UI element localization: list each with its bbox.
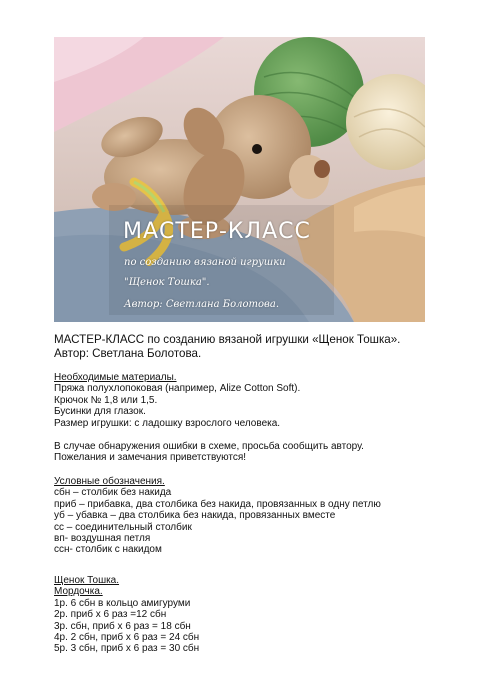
feedback-note [54, 441, 364, 464]
legend-title: Условные обозначения. [54, 476, 165, 487]
puppy-toy-illustration [54, 37, 425, 322]
list-item: сс – соединительный столбик [54, 521, 192, 533]
note-line: Пожелания и замечания приветствуются! [54, 452, 247, 464]
pattern-row: 3р. сбн, приб х 6 раз = 18 сбн [54, 620, 191, 632]
cover-subtitle: по созданию вязаной игрушки [124, 257, 286, 268]
list-item: Пряжа полухлопоковая (например, Alize Cotton Soft). [54, 383, 301, 395]
heading-title: МАСТЕР-КЛАСС по созданию вязаной игрушки «Щенок Тошка». [54, 333, 401, 346]
pattern-row: 2р. приб х 6 раз =12 сбн [54, 609, 167, 621]
list-item: ссн- столбик с накидом [54, 544, 162, 556]
heading-author: Автор: Светлана Болотова. [54, 347, 202, 360]
cover-title: МАСТЕР-КЛАСС [123, 219, 311, 244]
cover-photo [54, 37, 425, 322]
cover-author: Автор: Светлана Болотова. [124, 299, 279, 310]
list-item: уб – убавка – два столбика без накида, провязанных вместе [54, 510, 336, 522]
list-item: Размер игрушки: с ладошку взрослого человека. [54, 417, 281, 429]
document-heading [54, 333, 400, 361]
list-item: Бусинки для глазок. [54, 406, 146, 418]
note-line: В случае обнаружения ошибки в схеме, просьба сообщить автору. [54, 441, 364, 452]
materials-section [54, 372, 300, 429]
list-item: приб – прибавка, два столбика без накида, провязанных в одну петлю [54, 498, 381, 510]
pattern-section [54, 575, 199, 655]
legend-section [54, 476, 381, 556]
cover-toy-name: "Щенок Тошка". [124, 277, 210, 288]
list-item: Крючок № 1,8 или 1,5. [54, 394, 158, 406]
materials-title: Необходимые материалы. [54, 372, 177, 383]
pattern-row: 5р. 3 сбн, приб х 6 раз = 30 сбн [54, 643, 200, 655]
list-item: сбн – столбик без накида [54, 487, 172, 499]
pattern-title: Щенок Тошка. [54, 575, 120, 586]
pattern-subtitle: Мордочка. [54, 586, 103, 598]
list-item: вп- воздушная петля [54, 533, 151, 545]
pattern-row: 1р. 6 сбн в кольцо амигуруми [54, 597, 191, 609]
pattern-row: 4р. 2 сбн, приб х 6 раз = 24 сбн [54, 632, 200, 644]
